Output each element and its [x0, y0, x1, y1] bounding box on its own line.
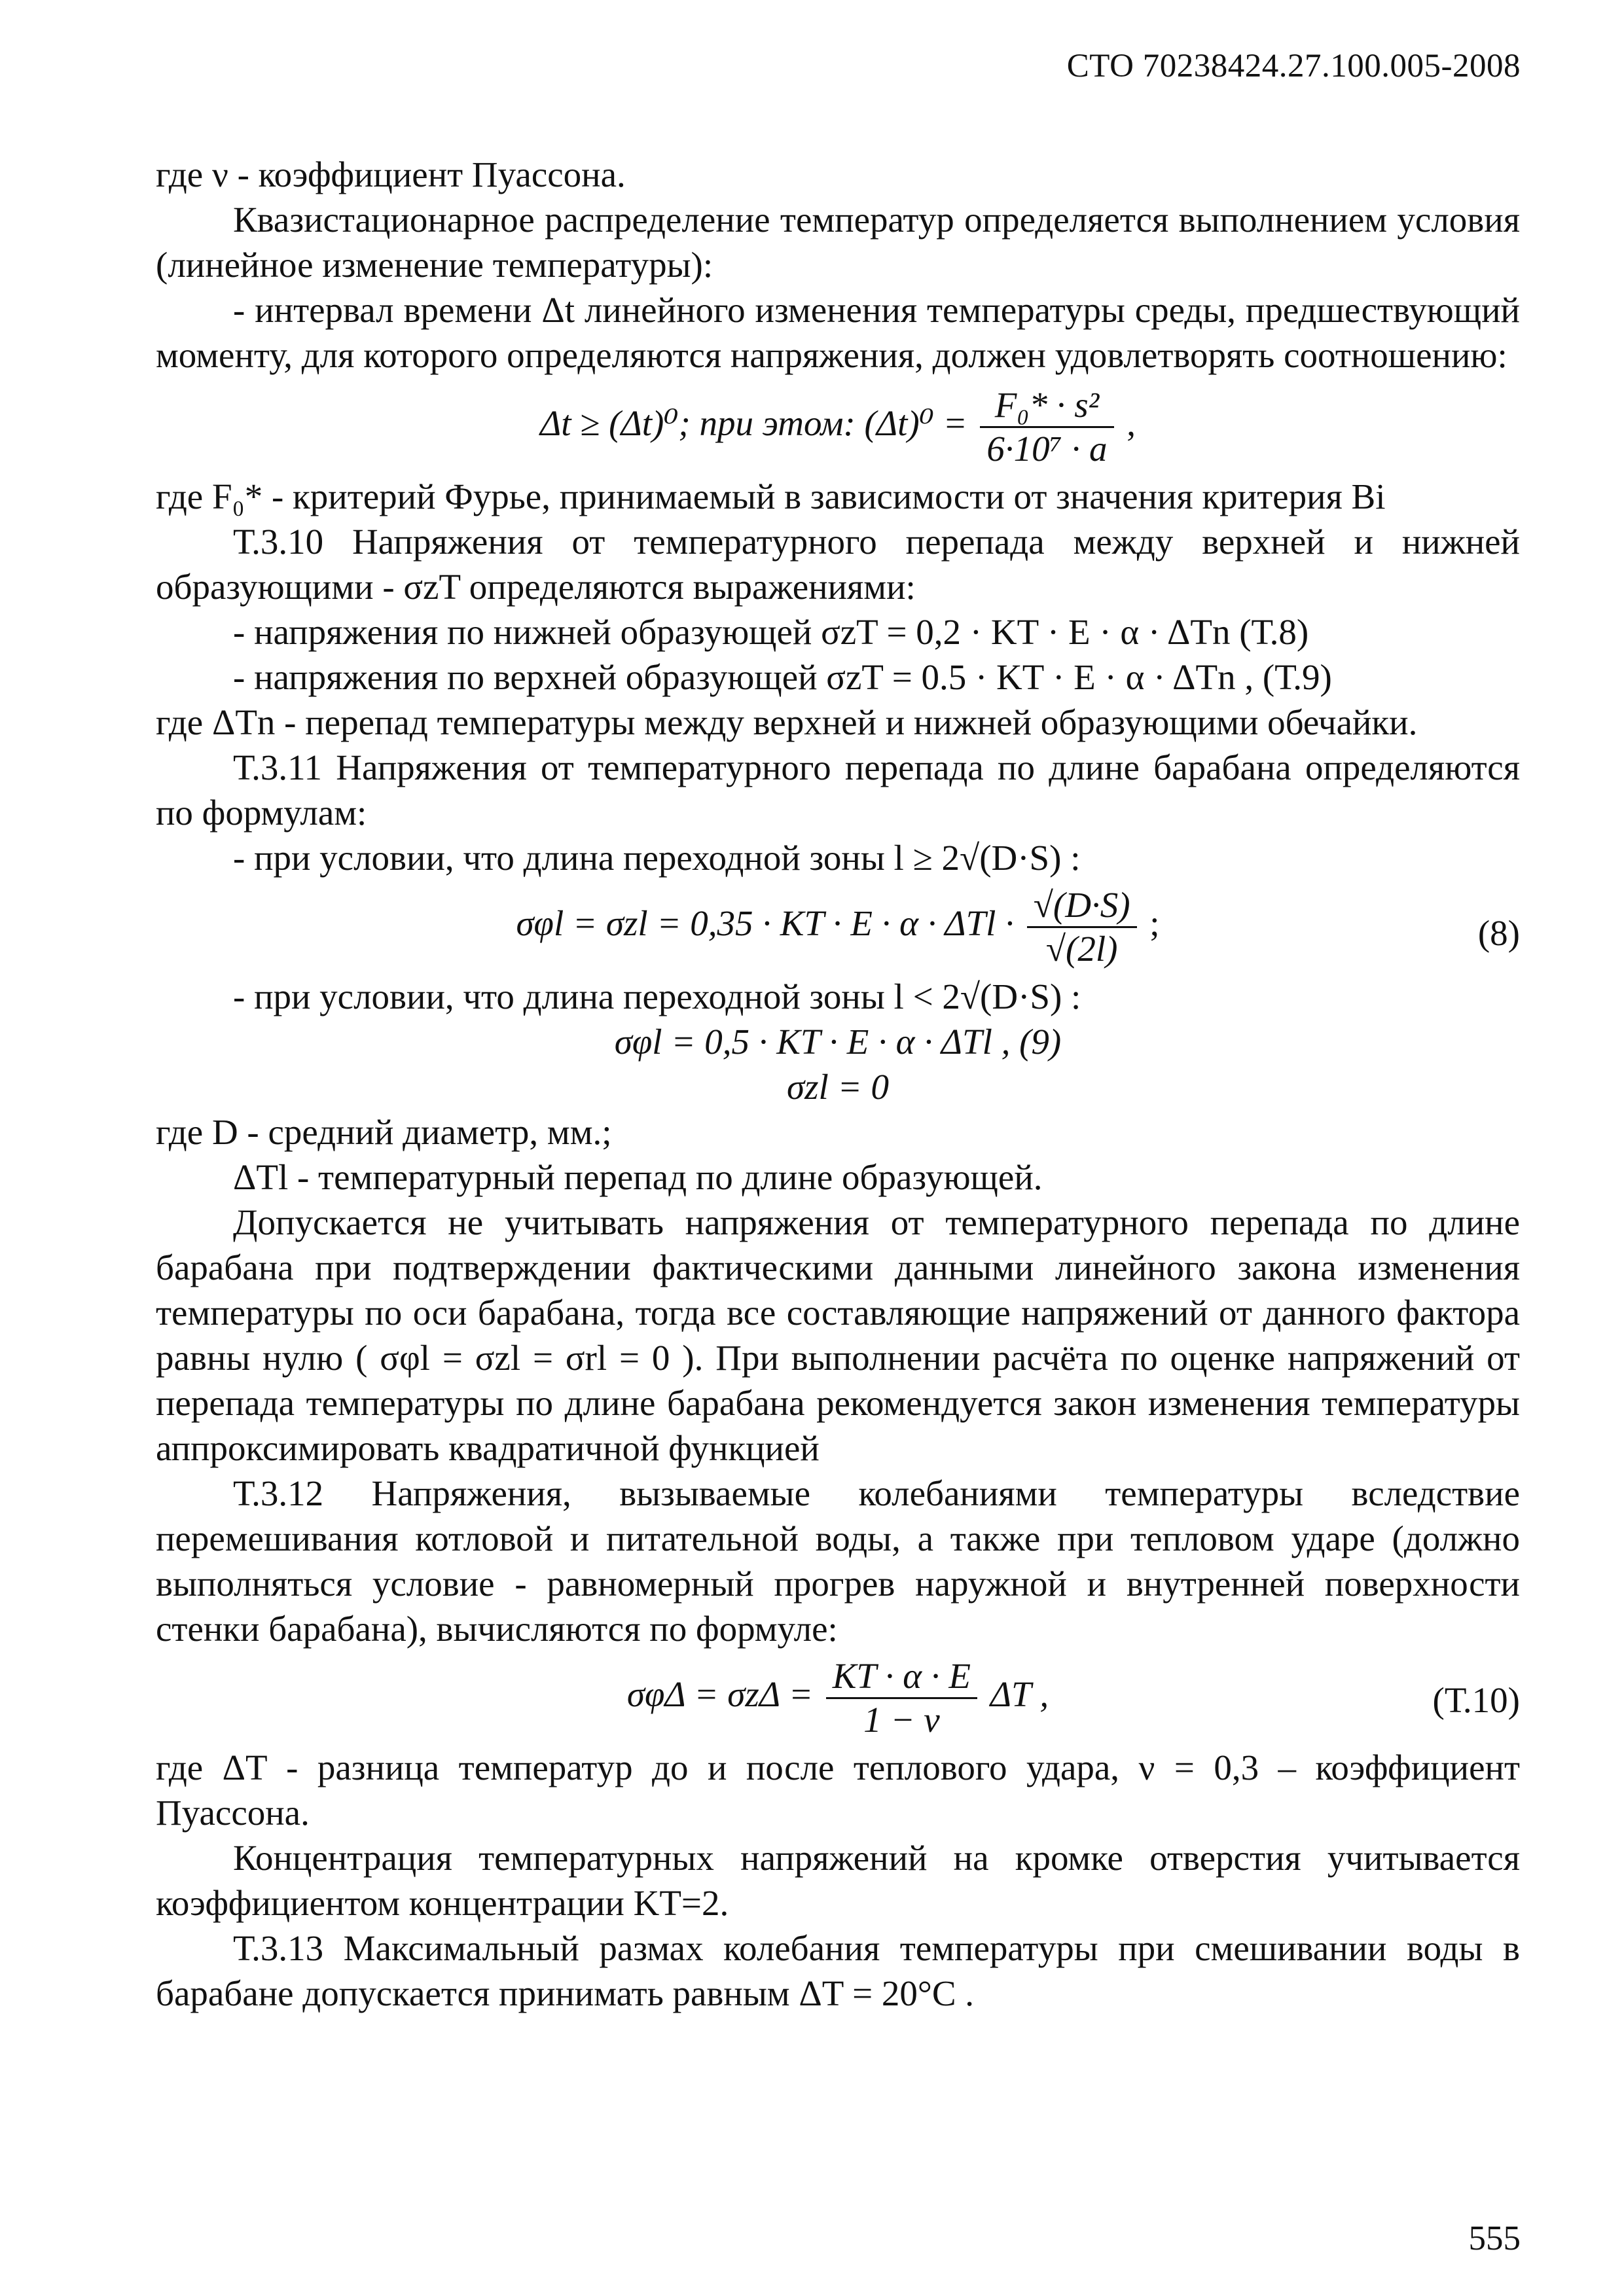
text-line: где ν - коэффициент Пуассона.: [156, 154, 626, 194]
formula-line: - напряжения по нижней образующей σzT = 0,2 · KT · E · α · ΔTn (Т.8): [233, 612, 1309, 652]
fraction-numerator: KT · α · E: [826, 1655, 977, 1699]
formula-line: σφl = 0,5 · KT · E · α · ΔTl , (9): [614, 1022, 1062, 1062]
formula-fraction: [826, 1655, 977, 1741]
equation-number: (8): [1477, 913, 1520, 953]
text-paragraph: где ΔT - разница температур до и после теплового удара, ν = 0,3 – коэффициент Пуассона.: [156, 1748, 1520, 1833]
formula-8: [156, 884, 1520, 970]
text-paragraph: - интервал времени Δt линейного изменения температуры среды, предшествующий моменту, для которого определяются напряжения, должен удовлетворять соотношению:: [156, 290, 1520, 375]
document-code-header: СТО 70238424.27.100.005-2008: [1066, 48, 1521, 84]
text-paragraph: Т.3.13 Максимальный размах колебания температуры при смешивании воды в барабане допускается принимать равным ΔT = 20°C .: [156, 1928, 1520, 2013]
text-paragraph: Т.3.12 Напряжения, вызываемые колебаниями температуры вследствие перемешивания котловой и питательной воды, а также при тепловом ударе (должно выполняться условие - равномерный прогрев наружной и внутренней поверхности стенки барабана), вычисляются по формуле:: [156, 1473, 1520, 1649]
fraction-denominator: 1 − ν: [863, 1700, 940, 1740]
text-line: ΔTl - температурный перепад по длине образующей.: [233, 1157, 1043, 1197]
fraction-numerator: F₀* · s²: [980, 384, 1113, 428]
text-paragraph: Т.3.10 Напряжения от температурного перепада между верхней и нижней образующими - σzT определяются выражениями:: [156, 522, 1520, 607]
text-line: где F₀* - критерий Фурье, принимаемый в зависимости от значения критерия Bi: [156, 476, 1386, 516]
fraction-denominator: √(2l): [1045, 929, 1118, 969]
formula-text: σφΔ = σzΔ =: [626, 1674, 813, 1715]
formula-line: σzl = 0: [787, 1067, 889, 1107]
text-paragraph: Допускается не учитывать напряжения от температурного перепада по длине барабана при подтверждении фактическими данными линейного закона изменения температуры по оси барабана, тогда все составляющие напряжений от данного фактора равны нулю ( σφl = σzl = σrl = 0 ). При выполнении расчёта по оценке напряжений от перепада температуры по длине барабана рекомендуется закон изменения температуры аппроксимировать квадратичной функцией: [156, 1202, 1520, 1468]
text-paragraph: Концентрация температурных напряжений на кромке отверстия учитывается коэффициентом концентрации KT=2.: [156, 1838, 1520, 1923]
equation-number: (Т.10): [1432, 1680, 1520, 1720]
formula-text: Δt ≥ (Δt)⁰; при этом: (Δt)⁰ =: [539, 403, 967, 444]
formula-line: - напряжения по верхней образующей σzT = 0.5 · KT · E · α · ΔTn , (Т.9): [233, 657, 1332, 697]
formula-fraction: [980, 384, 1113, 470]
formula-t10: [156, 1655, 1520, 1741]
document-body: [156, 152, 1520, 2016]
text-paragraph: Т.3.11 Напряжения от температурного перепада по длине барабана определяются по формулам:: [156, 747, 1520, 833]
text-line: где ΔTn - перепад температуры между верхней и нижней образующими обечайки.: [156, 702, 1418, 742]
condition-line: - при условии, что длина переходной зоны l ≥ 2√(D·S) :: [233, 838, 1081, 878]
formula-comma: ,: [1127, 403, 1136, 444]
formula-fourier: [156, 384, 1520, 470]
condition-line: - при условии, что длина переходной зоны l < 2√(D·S) :: [233, 977, 1081, 1016]
formula-fraction: [1027, 884, 1137, 970]
text-paragraph: Квазистационарное распределение температур определяется выполнением условия (линейное изменение температуры):: [156, 200, 1520, 285]
formula-text: σφl = σzl = 0,35 · KT · E · α · ΔTl ·: [516, 903, 1014, 944]
formula-semicolon: ;: [1149, 903, 1160, 944]
page-number: 555: [1468, 2219, 1521, 2257]
text-line: где D - средний диаметр, мм.;: [156, 1112, 612, 1152]
fraction-numerator: √(D·S): [1027, 884, 1137, 928]
formula-text: ΔT ,: [990, 1674, 1049, 1715]
fraction-denominator: 6·10⁷ · a: [986, 429, 1108, 469]
